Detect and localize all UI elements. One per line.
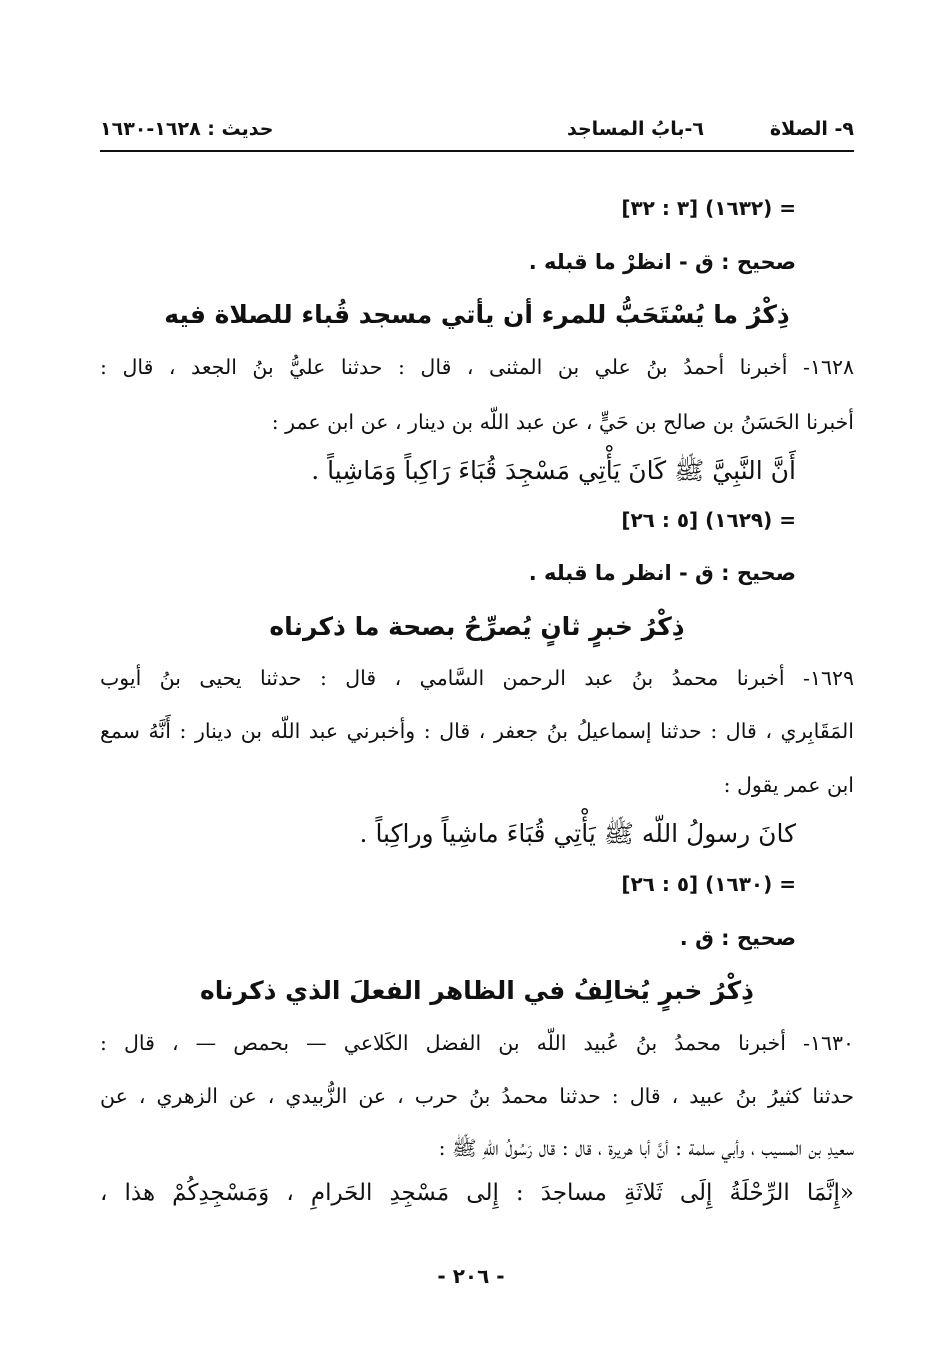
header-hadith-range: حديث : ١٦٢٨-١٦٣٠ xyxy=(100,118,274,140)
section-heading: ذِكْرُ خبرٍ يُخالِفُ في الظاهر الفعلَ الذي ذكرناه xyxy=(200,976,754,1005)
hadith-1629-isnad-line: ١٦٢٩- أخبرنا محمدُ بنُ عبد الرحمن السَّامي ، قال : حدثنا يحيى بنُ أيوب xyxy=(100,666,854,690)
cross-reference-1632: = (١٦٣٢) [٣ : ٣٢] xyxy=(621,196,796,220)
header-divider xyxy=(100,150,854,152)
header-chapter-title: ٦-بابُ المساجد xyxy=(567,118,704,140)
hadith-1629-isnad-line: ابن عمر يقول : xyxy=(723,773,854,797)
cross-reference-1629: = (١٦٢٩) [٥ : ٢٦] xyxy=(621,508,796,532)
hadith-1630-isnad-line: حدثنا كثيرُ بنُ عبيد ، قال : حدثنا محمدُ بنُ حرب ، عن الزُّبيدي ، عن الزهري ، عن xyxy=(100,1084,854,1108)
header-book-title: ٩- الصلاة xyxy=(769,118,854,140)
section-heading: ذِكْرُ ما يُسْتَحَبُّ للمرء أن يأتي مسجد قُباء للصلاة فيه xyxy=(164,300,790,329)
section-heading: ذِكْرُ خبرٍ ثانٍ يُصرِّحُ بصحة ما ذكرناه xyxy=(269,612,685,641)
hadith-1628-matn: أَنَّ النَّبِيَّ ﷺ كَانَ يَأْتِي مَسْجِدَ قُبَاءَ رَاكِباً وَمَاشِياً . xyxy=(311,456,796,485)
page-number: - ٢٠٦ - xyxy=(437,1264,505,1288)
hadith-1629-isnad-line: المَقَابِري ، قال : حدثنا إسماعيلُ بنُ جعفر ، قال : وأخبرني عبد اللّه بن دينار : أَنَّهُ سمع xyxy=(100,719,854,743)
grading-note: صحيح : ق . xyxy=(679,926,796,950)
hadith-1630-isnad-line: سعيدِ بن المسيب ، وأبي سلمة : أنَّ أبا هريرة ، قال : قال رَسُولُ اللّهِ ﷺ : xyxy=(438,1136,854,1160)
hadith-1628-isnad-line: ١٦٢٨- أخبرنا أحمدُ بنُ علي بن المثنى ، قال : حدثنا عليُّ بنُ الجعد ، قال : xyxy=(100,355,854,379)
grading-note: صحيح : ق - انظرْ ما قبله . xyxy=(528,250,796,274)
hadith-1628-isnad-line: أخبرنا الحَسَنُ بن صالح بن حَيٍّ ، عن عبد اللّه بن دينار ، عن ابن عمر : xyxy=(271,410,854,434)
hadith-1629-matn: كانَ رسولُ اللّه ﷺ يَأْتِي قُبَاءَ ماشِياً وراكِباً . xyxy=(359,819,796,848)
hadith-1630-matn: «إِنَّمَا الرِّحْلَةُ إِلَى ثَلاثَةِ مساجدَ : إِلى مَسْجِدِ الحَرامِ ، وَمَسْجِدِكُمْ هذا ، xyxy=(100,1180,854,1206)
cross-reference-1630: = (١٦٣٠) [٥ : ٢٦] xyxy=(621,872,796,896)
hadith-1630-isnad-line: ١٦٣٠- أخبرنا محمدُ بنُ عُبيد اللّه بن الفضل الكَلاعي — بحمص — ، قال : xyxy=(100,1031,854,1055)
running-header xyxy=(100,112,854,148)
grading-note: صحيح : ق - انظر ما قبله . xyxy=(528,561,796,585)
